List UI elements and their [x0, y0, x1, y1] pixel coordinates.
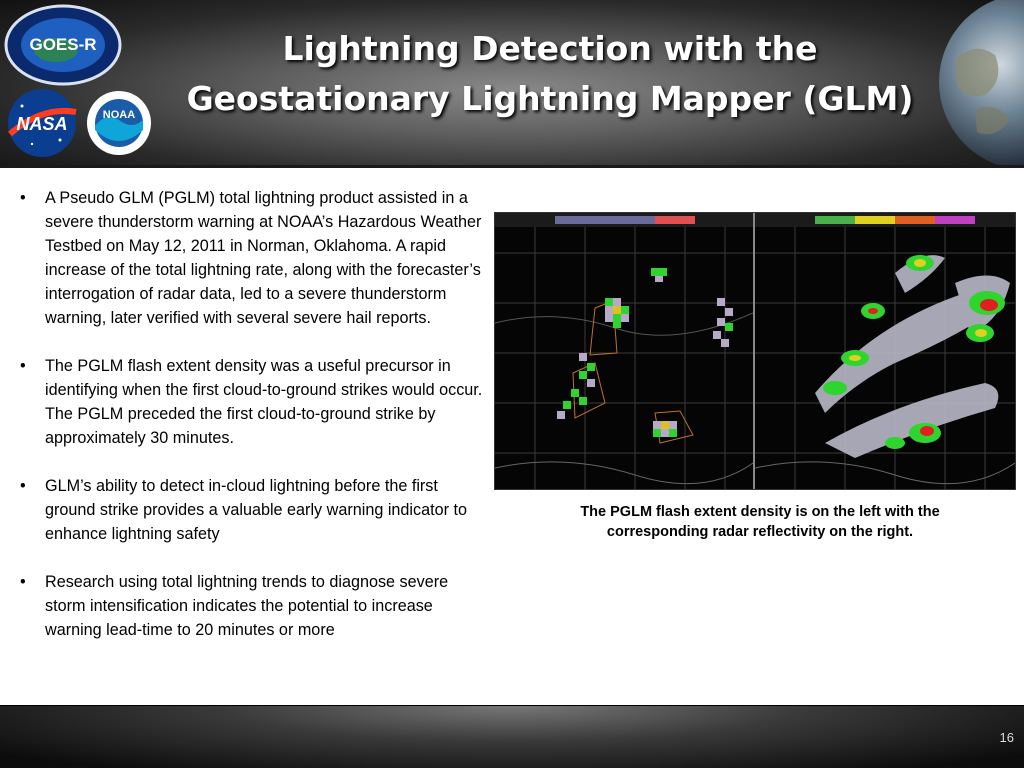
- svg-text:NOAA: NOAA: [102, 109, 136, 121]
- header-divider: [0, 165, 1024, 168]
- bullet-item: [20, 474, 492, 546]
- bullet-dot: •: [20, 573, 26, 591]
- bullet-item: [20, 570, 492, 642]
- bullet-dot: •: [20, 357, 26, 375]
- pglm-flash-density-map: [495, 213, 753, 489]
- page-number: 16: [999, 730, 1014, 745]
- title-line-2: Geostationary Lightning Mapper (GLM): [186, 79, 914, 118]
- bullet-list: [20, 186, 492, 666]
- bullet-text: A Pseudo GLM (PGLM) total lightning product assisted in a severe thunderstorm warning at NOAA’s Hazardous Weather Testbed on May 12, 2011 in Norman, Oklahoma. A rapid increase of the total lightning rate, along with the forecaster’s interrogation of radar data, led to a severe thunderstorm warning, later verified with several severe hail reports.: [45, 189, 482, 327]
- bullet-text: Research using total lightning trends to diagnose severe storm intensification indicates the potential to increase warning lead-time to 20 minutes or more: [45, 573, 449, 639]
- noaa-logo: [86, 90, 152, 156]
- bullet-dot: •: [20, 189, 26, 207]
- radar-reflectivity-map: [755, 213, 1015, 489]
- slide-title: [150, 24, 950, 124]
- slide-footer: [0, 706, 1024, 768]
- bullet-dot: •: [20, 477, 26, 495]
- figure-caption: The PGLM flash extent density is on the left with the corresponding radar reflectivity on the right.: [580, 504, 940, 540]
- map-image-pair: [494, 212, 1016, 490]
- svg-text:GOES-R: GOES-R: [29, 35, 97, 54]
- bullet-item: [20, 186, 492, 330]
- svg-text:NASA: NASA: [16, 114, 68, 134]
- goes-r-logo: [4, 4, 122, 86]
- nasa-logo: [2, 86, 82, 160]
- bullet-text: GLM’s ability to detect in-cloud lightning before the first ground strike provides a valuable early warning indicator to enhance lightning safety: [45, 477, 468, 543]
- title-line-1: Lightning Detection with the: [282, 29, 818, 68]
- bullet-text: The PGLM flash extent density was a useful precursor in identifying when the first cloud-to-ground strikes would occur. The PGLM preceded the first cloud-to-ground strike by approximately 30 minutes.: [45, 357, 483, 447]
- bullet-item: [20, 354, 492, 450]
